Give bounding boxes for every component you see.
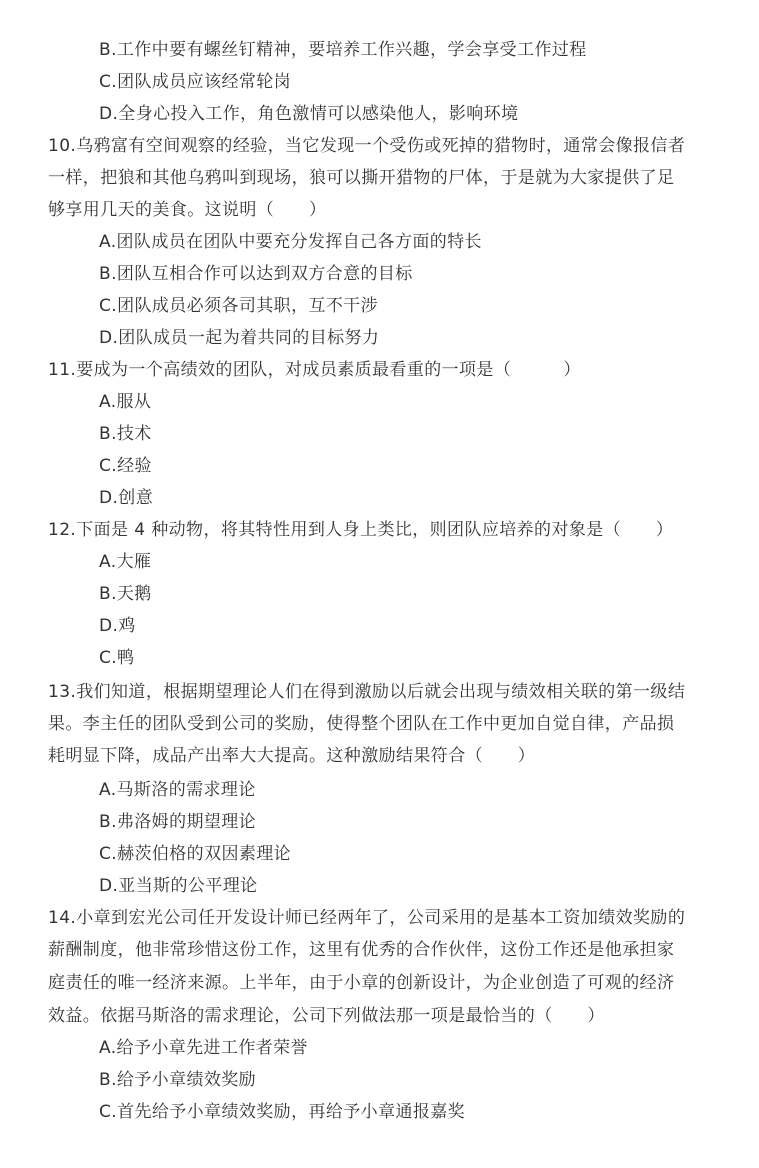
question-10-line-1: 10.乌鸦富有空间观察的经验，当它发现一个受伤或死掉的猎物时，通常会像报信者	[48, 136, 686, 156]
option-11d: D.创意	[99, 488, 154, 508]
option-10c: C.团队成员必须各司其职，互不干涉	[99, 296, 379, 316]
option-13b: B.弗洛姆的期望理论	[99, 812, 257, 832]
option-10a: A.团队成员在团队中要充分发挥自己各方面的特长	[99, 232, 482, 252]
question-14-line-2: 薪酬制度，他非常珍惜这份工作，这里有优秀的合作伙伴，这份工作还是他承担家	[48, 940, 675, 960]
option-12c: C.鸭	[99, 648, 135, 668]
option-12a: A.大雁	[99, 552, 152, 572]
question-11: 11.要成为一个高绩效的团队，对成员素质最看重的一项是（ ）	[48, 360, 581, 380]
question-10-line-3: 够享用几天的美食。这说明（ ）	[48, 200, 327, 220]
question-10-line-2: 一样，把狼和其他乌鸦叫到现场，狼可以撕开猎物的尸体，于是就为大家提供了足	[48, 168, 675, 188]
question-13-line-3: 耗明显下降，成品产出率大大提高。这种激励结果符合（ ）	[48, 746, 536, 766]
option-12d: D.鸡	[99, 616, 136, 636]
option-9c: C.团队成员应该经常轮岗	[99, 72, 292, 92]
option-14b: B.给予小章绩效奖励	[99, 1070, 257, 1090]
option-11b: B.技术	[99, 424, 152, 444]
question-14-line-3: 庭责任的唯一经济来源。上半年，由于小章的创新设计，为企业创造了可观的经济	[48, 973, 675, 993]
question-14-line-1: 14.小章到宏光公司任开发设计师已经两年了，公司采用的是基本工资加绩效奖励的	[48, 908, 686, 928]
option-13c: C.赫茨伯格的双因素理论	[99, 844, 292, 864]
option-14c: C.首先给予小章绩效奖励，再给予小章通报嘉奖	[99, 1102, 466, 1122]
option-10d: D.团队成员一起为着共同的目标努力	[99, 328, 380, 348]
question-14-line-4: 效益。依据马斯洛的需求理论，公司下列做法那一项是最恰当的（ ）	[48, 1006, 605, 1026]
option-13a: A.马斯洛的需求理论	[99, 780, 256, 800]
option-11c: C.经验	[99, 456, 152, 476]
option-14a: A.给予小章先进工作者荣誉	[99, 1038, 308, 1058]
question-13-line-2: 果。李主任的团队受到公司的奖励，使得整个团队在工作中更加自觉自律，产品损	[48, 714, 675, 734]
option-9b: B.工作中要有螺丝钉精神，要培养工作兴趣，学会享受工作过程	[99, 40, 587, 60]
option-12b: B.天鹅	[99, 584, 152, 604]
option-10b: B.团队互相合作可以达到双方合意的目标	[99, 264, 413, 284]
option-9d: D.全身心投入工作，角色激情可以感染他人，影响环境	[99, 104, 519, 124]
question-12: 12.下面是 4 种动物，将其特性用到人身上类比，则团队应培养的对象是（ ）	[48, 520, 674, 540]
option-13d: D.亚当斯的公平理论	[99, 876, 258, 896]
question-13-line-1: 13.我们知道，根据期望理论人们在得到激励以后就会出现与绩效相关联的第一级结	[48, 682, 686, 702]
option-11a: A.服从	[99, 392, 152, 412]
